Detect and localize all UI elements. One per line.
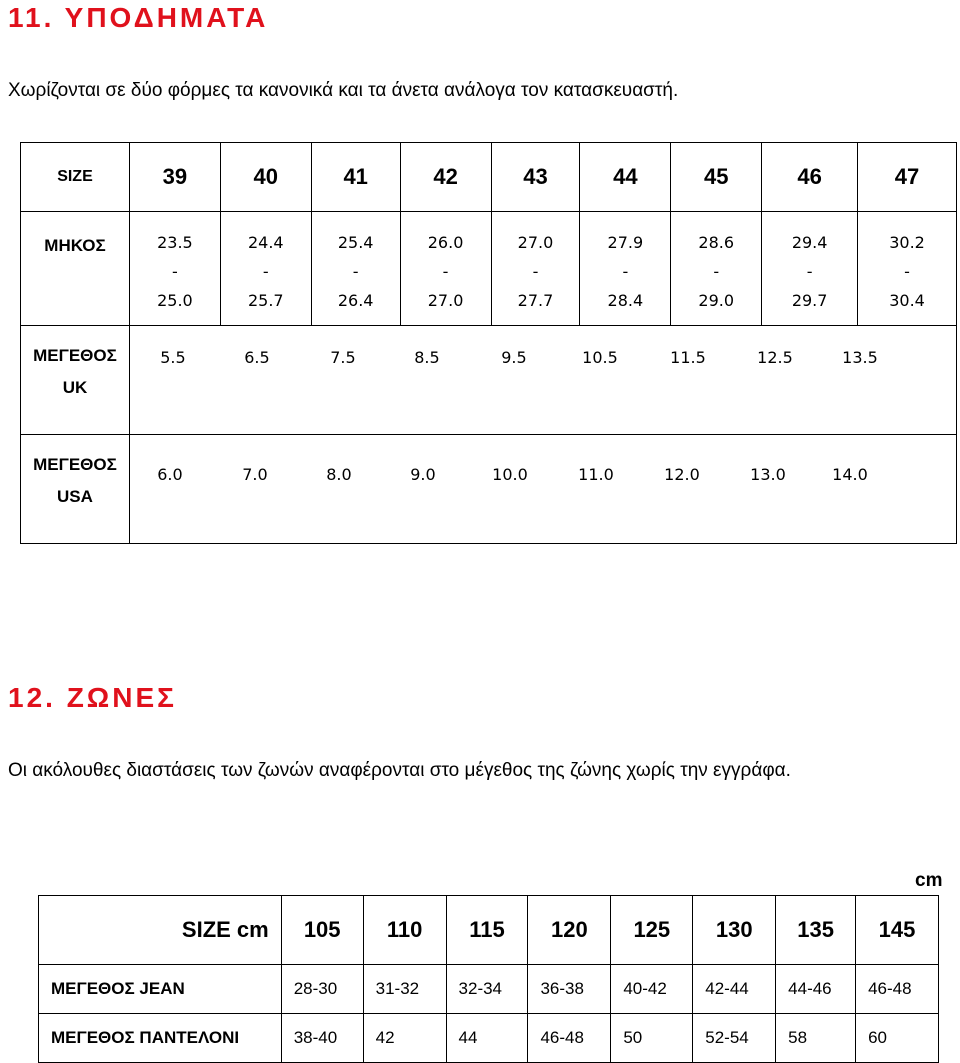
usa-value: 12.0 [664,465,700,484]
unit-label: cm [915,870,943,891]
size-cell: 40 [220,143,311,212]
jean-cell: 31-32 [363,965,446,1014]
size-label: SIZE [21,143,130,212]
usa-value: 13.0 [750,465,786,484]
length-cell: 29.4 - 29.7 [762,212,858,326]
usa-value: 14.0 [832,465,868,484]
jean-cell: 32-34 [446,965,528,1014]
jean-label: ΜΕΓΕΘΟΣ JEAN [39,965,282,1014]
belts-description: Οι ακόλουθες διαστάσεις των ζωνών αναφέρονται στο μέγεθος της ζώνης χωρίς την εγγράφα. [8,760,791,781]
trouser-row [39,1014,939,1063]
length-label: ΜΗΚΟΣ [21,212,130,326]
uk-value: 13.5 [842,348,878,367]
usa-value: 6.0 [157,465,183,484]
usa-value: 8.0 [326,465,352,484]
uk-value: 12.5 [757,348,793,367]
trouser-cell: 42 [363,1014,446,1063]
trouser-cell: 60 [856,1014,939,1063]
size-cell: 47 [858,143,957,212]
uk-value: 8.5 [414,348,440,367]
trouser-cell: 50 [611,1014,693,1063]
usa-label: ΜΕΓΕΘΟΣ USA [21,435,130,544]
length-cell: 26.0 - 27.0 [400,212,491,326]
usa-value: 7.0 [242,465,268,484]
usa-value: 10.0 [492,465,528,484]
uk-value: 5.5 [160,348,186,367]
uk-label: ΜΕΓΕΘΟΣ UK [21,326,130,435]
shoes-heading: 11. ΥΠΟΔΗΜΑΤΑ [8,2,269,33]
shoe-size-table [20,142,957,544]
uk-value: 6.5 [244,348,270,367]
length-row [21,212,957,326]
trouser-cell: 52-54 [693,1014,776,1063]
uk-value: 10.5 [582,348,618,367]
belt-size-cell: 135 [776,896,856,965]
usa-value: 11.0 [578,465,614,484]
length-cell: 24.4 - 25.7 [220,212,311,326]
size-cell: 46 [762,143,858,212]
size-row [21,143,957,212]
usa-values [129,435,956,544]
uk-value: 9.5 [501,348,527,367]
uk-value: 7.5 [330,348,356,367]
belt-size-cell: 120 [528,896,611,965]
usa-value: 9.0 [410,465,436,484]
length-cell: 27.9 - 28.4 [580,212,671,326]
belt-size-cell: 145 [856,896,939,965]
belt-size-row [39,896,939,965]
length-cell: 25.4 - 26.4 [311,212,400,326]
usa-row [21,435,957,544]
belt-size-cell: 110 [363,896,446,965]
belt-size-cell: 125 [611,896,693,965]
uk-row [21,326,957,435]
trouser-cell: 46-48 [528,1014,611,1063]
uk-values [129,326,956,435]
size-cell: 43 [491,143,580,212]
belt-size-table [38,895,939,1063]
jean-cell: 36-38 [528,965,611,1014]
size-cell: 41 [311,143,400,212]
jean-cell: 42-44 [693,965,776,1014]
size-cell: 44 [580,143,671,212]
belts-heading: 12. ΖΩΝΕΣ [8,682,177,713]
jean-row [39,965,939,1014]
size-cell: 42 [400,143,491,212]
length-cell: 27.0 - 27.7 [491,212,580,326]
trouser-cell: 38-40 [281,1014,363,1063]
jean-cell: 44-46 [776,965,856,1014]
length-cell: 30.2 - 30.4 [858,212,957,326]
trouser-label: ΜΕΓΕΘΟΣ ΠΑΝΤΕΛΟΝΙ [39,1014,282,1063]
trouser-cell: 58 [776,1014,856,1063]
belt-size-cell: 130 [693,896,776,965]
belt-size-cell: 105 [281,896,363,965]
jean-cell: 28-30 [281,965,363,1014]
size-cell: 45 [671,143,762,212]
belt-size-cell: 115 [446,896,528,965]
trouser-cell: 44 [446,1014,528,1063]
jean-cell: 46-48 [856,965,939,1014]
size-cell: 39 [129,143,220,212]
length-cell: 23.5 - 25.0 [129,212,220,326]
length-cell: 28.6 - 29.0 [671,212,762,326]
shoes-description: Χωρίζονται σε δύο φόρμες τα κανονικά και τα άνετα ανάλογα τον κατασκευαστή. [8,80,679,101]
uk-value: 11.5 [670,348,706,367]
jean-cell: 40-42 [611,965,693,1014]
belt-size-label: SIZE cm [39,896,282,965]
